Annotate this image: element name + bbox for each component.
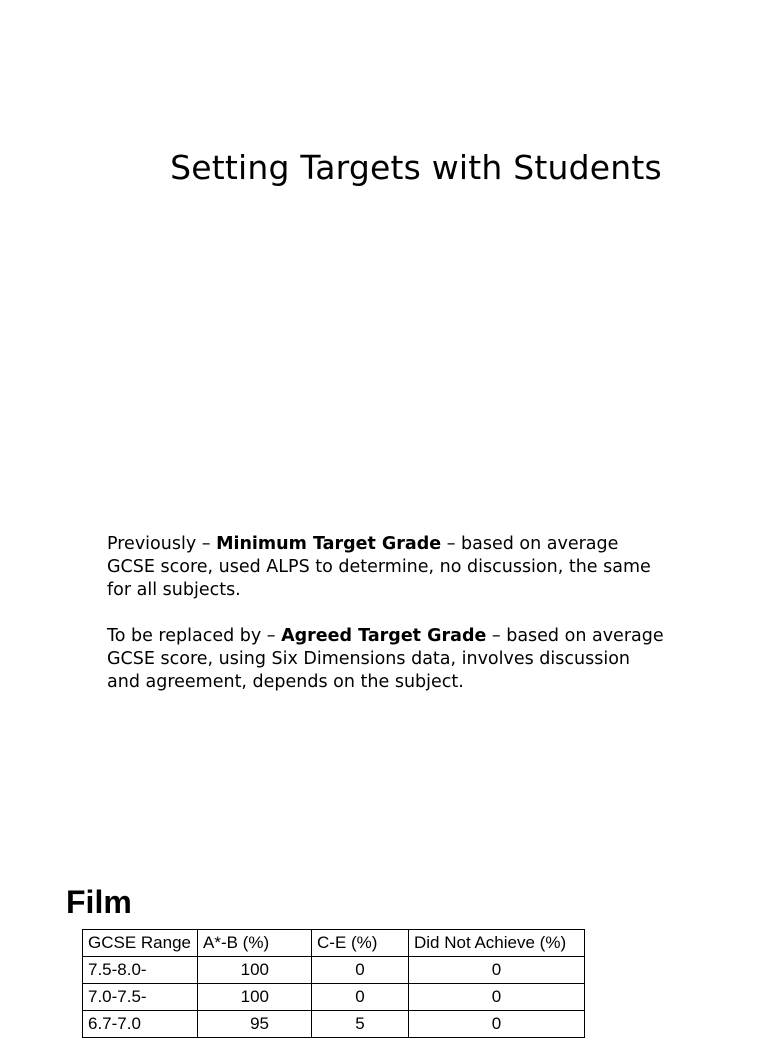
table-row <box>83 1011 585 1038</box>
paragraph-suffix: – based on average GCSE score, using Six Dimensions data, involves discussion and agreement, depends on the subject. <box>107 626 664 692</box>
table-cell: 0 <box>312 957 409 984</box>
table-cell: 0 <box>409 984 585 1011</box>
paragraph-prefix: Previously – <box>107 534 217 554</box>
table-row <box>83 957 585 984</box>
table-cell: 0 <box>409 957 585 984</box>
column-header: A*-B (%) <box>198 930 312 957</box>
column-header: Did Not Achieve (%) <box>409 930 585 957</box>
section-heading-film: Film <box>66 884 132 920</box>
minimum-target-grade-term: Minimum Target Grade <box>216 534 442 554</box>
table-cell: 0 <box>312 984 409 1011</box>
table-cell: 7.5-8.0- <box>83 957 198 984</box>
table-cell: 100 <box>198 984 312 1011</box>
table-cell: 6.7-7.0 <box>83 1011 198 1038</box>
table-row <box>83 984 585 1011</box>
new-target-paragraph <box>107 625 667 694</box>
column-header: C-E (%) <box>312 930 409 957</box>
table-header-row <box>83 930 585 957</box>
table-cell: 7.0-7.5- <box>83 984 198 1011</box>
table-cell: 5 <box>312 1011 409 1038</box>
previous-target-paragraph <box>107 533 667 602</box>
film-targets-table <box>82 929 585 1038</box>
column-header: GCSE Range <box>83 930 198 957</box>
table-cell: 95 <box>198 1011 312 1038</box>
page-title: Setting Targets with Students <box>170 148 662 187</box>
paragraph-suffix: – based on average GCSE score, used ALPS to determine, no discussion, the same for all subjects. <box>107 534 651 600</box>
agreed-target-grade-term: Agreed Target Grade <box>281 626 487 646</box>
table-cell: 100 <box>198 957 312 984</box>
paragraph-prefix: To be replaced by – <box>107 626 282 646</box>
table-cell: 0 <box>409 1011 585 1038</box>
